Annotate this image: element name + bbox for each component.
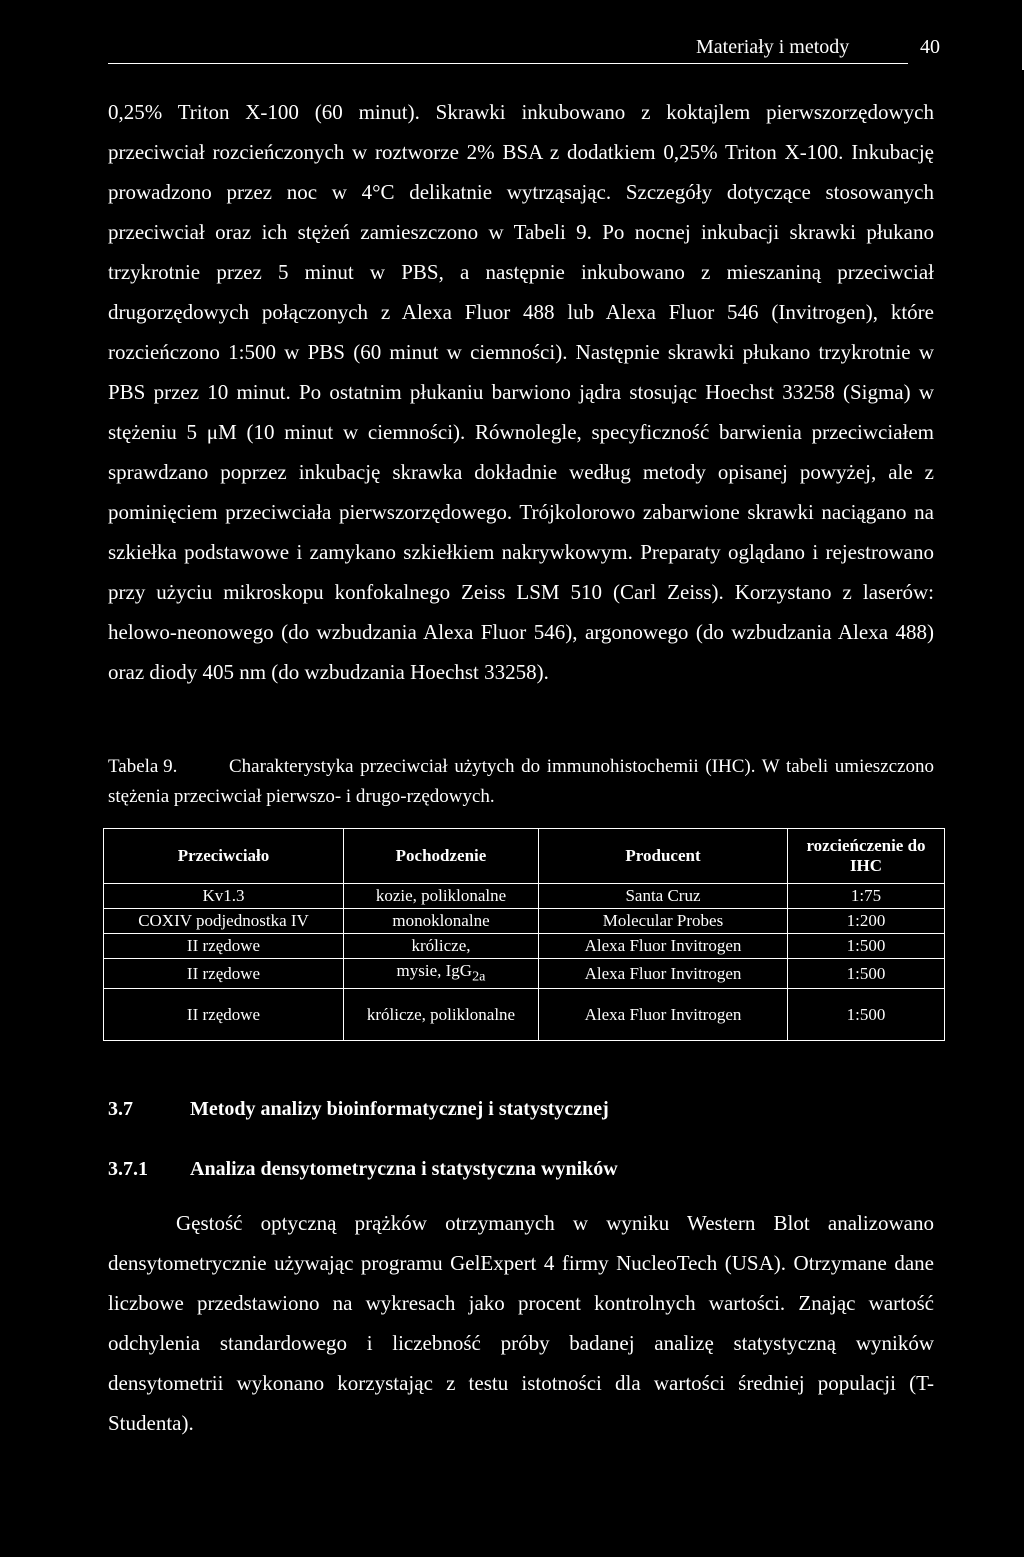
- cell-producer: Alexa Fluor Invitrogen: [539, 934, 788, 959]
- cell-dilution: 1:200: [788, 909, 945, 934]
- section-heading-3-7: [108, 1098, 609, 1121]
- cell-antibody: Kv1.3: [104, 884, 344, 909]
- cell-dilution: 1:75: [788, 884, 945, 909]
- body-paragraph-1: 0,25% Triton X-100 (60 minut). Skrawki inkubowano z koktajlem pierwszorzędowych przeciwciał rozcieńczonych w roztworze 2% BSA z dodatkiem 0,25% Triton X-100. Inkubację prowadzono przez noc w 4°C delikatnie wytrząsając. Szczegóły dotyczące stosowanych przeciwciał oraz ich stężeń zamieszczono w Tabeli 9. Po nocnej inkubacji skrawki płukano trzykrotnie przez 5 minut w PBS, a następnie inkubowano z mieszaniną przeciwciał drugorzędowych połączonych z Alexa Fluor 488 lub Alexa Fluor 546 (Invitrogen), które rozcieńczono 1:500 w PBS (60 minut w ciemności). Następnie skrawki płukano trzykrotnie w PBS przez 10 minut. Po ostatnim płukaniu barwiono jądra stosując Hoechst 33258 (Sigma) w stężeniu 5 μM (10 minut w ciemności). Równolegle, specyficzność barwienia przeciwciałem sprawdzano poprzez inkubację skrawka dokładnie według metody opisanej powyżej, ale z pominięciem przeciwciała pierwszorzędowego. Trójkolorowo zabarwione skrawki naciągano na szkiełka podstawowe i zamykano szkiełkiem nakrywkowym. Preparaty oglądano i rejestrowano przy użyciu mikroskopu konfokalnego Zeiss LSM 510 (Carl Zeiss). Korzystano z laserów: helowo-neonowego (do wzbudzania Alexa Fluor 546), argonowego (do wzbudzania Alexa 488) oraz diody 405 nm (do wzbudzania Hoechst 33258).: [108, 100, 934, 684]
- cell-origin: monoklonalne: [344, 909, 539, 934]
- cell-origin: [344, 959, 539, 989]
- header-antibody: Przeciwciało: [104, 829, 344, 884]
- cell-antibody: COXIV podjednostka IV: [104, 909, 344, 934]
- header-producer: Producent: [539, 829, 788, 884]
- cell-origin: królicze,: [344, 934, 539, 959]
- section-title: Analiza densytometryczna i statystyczna wyników: [190, 1158, 618, 1180]
- cell-producer: Molecular Probes: [539, 909, 788, 934]
- cell-producer: Alexa Fluor Invitrogen: [539, 959, 788, 989]
- header-rule: [108, 63, 908, 64]
- header-dilution: rozcieńczenie do IHC: [788, 829, 945, 884]
- cell-antibody: II rzędowe: [104, 959, 344, 989]
- header-origin: Pochodzenie: [344, 829, 539, 884]
- table-caption-text: Charakterystyka przeciwciał użytych do immunohistochemii (IHC). W tabeli umieszczono stężenia przeciwciał pierwszo- i drugo-rzędowych.: [108, 756, 934, 807]
- cell-dilution: 1:500: [788, 934, 945, 959]
- section-title: Metody analizy bioinformatycznej i statystycznej: [190, 1098, 609, 1120]
- cell-antibody: II rzędowe: [104, 934, 344, 959]
- section-number: 3.7.1: [108, 1158, 148, 1180]
- table-header-row: [104, 829, 945, 884]
- table-caption: [108, 752, 934, 812]
- cell-origin: kozie, poliklonalne: [344, 884, 539, 909]
- body-paragraph-2: Gęstość optyczną prążków otrzymanych w wyniku Western Blot analizowano densytometrycznie używając programu GelExpert 4 firmy NucleoTech (USA). Otrzymane dane liczbowe przedstawiono na wykresach jako procent kontrolnych wartości. Znając wartość odchylenia standardowego i liczebność próby badanej analizę statystyczną wyników densytometrii wykonano korzystając z testu istotności dla wartości średniej populacji (T-Studenta).: [108, 1211, 934, 1435]
- table-row: [104, 884, 945, 909]
- table-row: [104, 909, 945, 934]
- cell-origin-text: mysie, IgG: [396, 961, 473, 980]
- cell-origin: królicze, poliklonalne: [344, 989, 539, 1041]
- section-heading-3-7-1: [108, 1158, 618, 1181]
- table-row: [104, 934, 945, 959]
- page-number: 40: [920, 36, 940, 58]
- cell-producer: Alexa Fluor Invitrogen: [539, 989, 788, 1041]
- table-caption-label: Tabela 9.: [108, 756, 178, 777]
- section-number: 3.7: [108, 1098, 133, 1120]
- antibody-table: [103, 828, 945, 1041]
- cell-dilution: 1:500: [788, 959, 945, 989]
- table-row: [104, 959, 945, 989]
- cell-producer: Santa Cruz: [539, 884, 788, 909]
- table-row: [104, 989, 945, 1041]
- igg-subscript: 2a: [472, 968, 486, 985]
- cell-antibody: II rzędowe: [104, 989, 344, 1041]
- cell-dilution: 1:500: [788, 989, 945, 1041]
- running-header-title: Materiały i metody: [696, 36, 850, 58]
